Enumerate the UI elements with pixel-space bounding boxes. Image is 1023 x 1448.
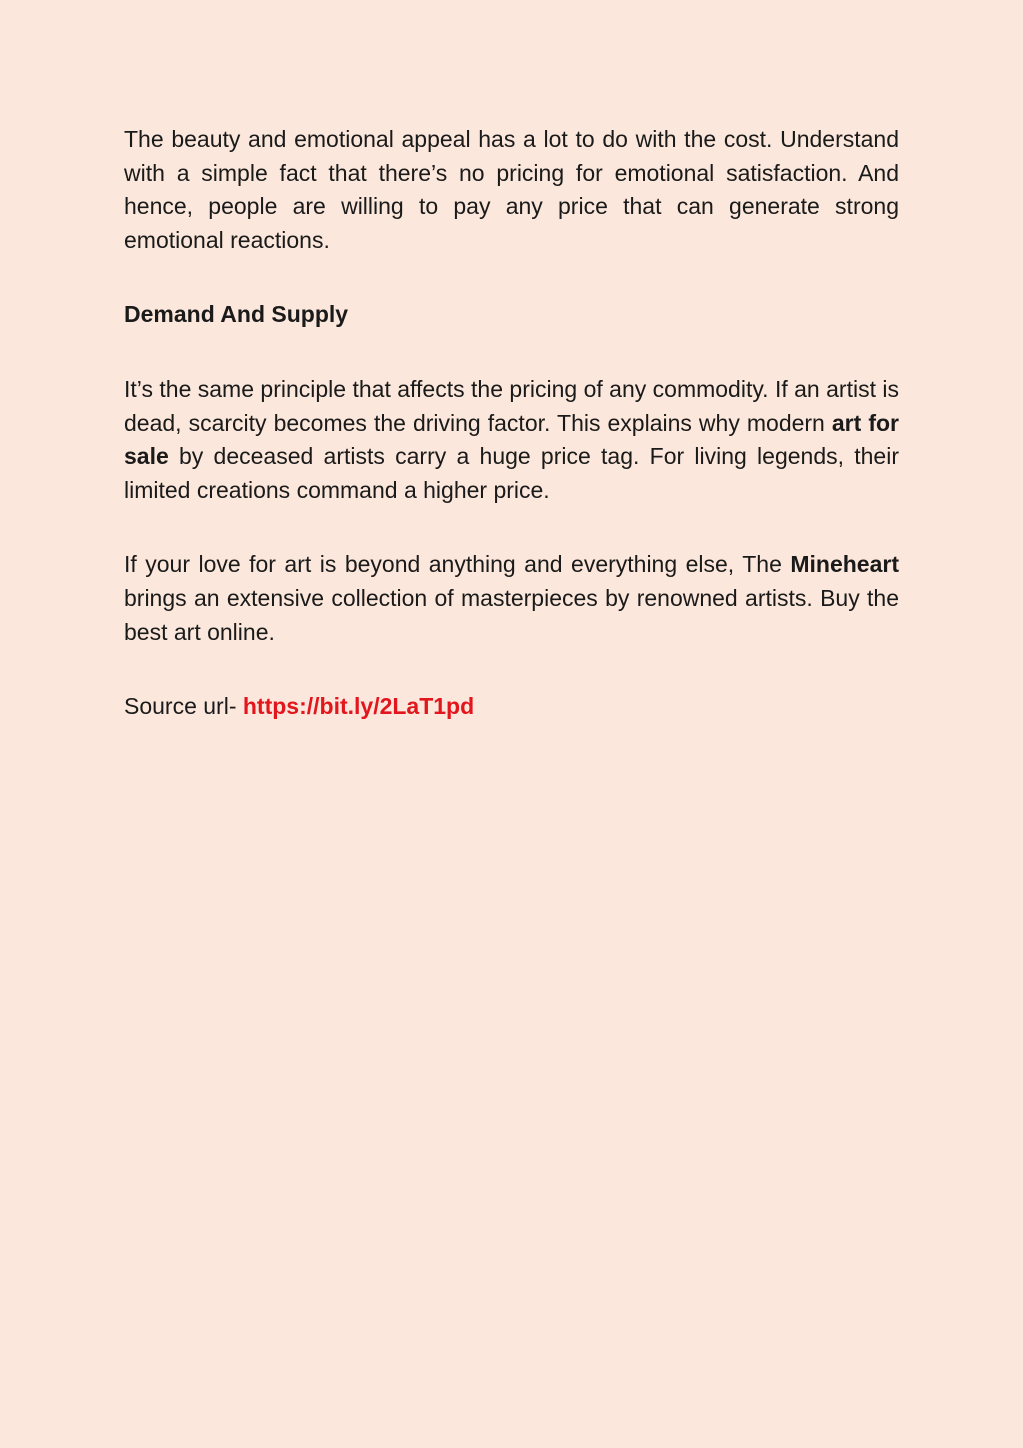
paragraph-demand-supply (124, 373, 899, 507)
paragraph-text: by deceased artists carry a huge price tag. For living legends, their limited creations command a higher price. (124, 443, 899, 503)
source-label: Source url- (124, 693, 243, 720)
document-body (124, 123, 899, 724)
source-url-link[interactable]: https://bit.ly/2LaT1pd (242, 693, 475, 720)
mineheart-bold: Mineheart (790, 551, 899, 578)
source-line (124, 690, 899, 724)
paragraph-emotional-appeal: The beauty and emotional appeal has a lot to do with the cost. Understand with a simple fact that there’s no pricing for emotional satisfaction. And hence, people are willing to pay any price that can generate strong emotional reactions. (124, 126, 899, 253)
paragraph-text: If your love for art is beyond anything and everything else, The (124, 551, 791, 578)
paragraph-text: brings an extensive collection of masterpieces by renowned artists. Buy the best art online. (124, 584, 899, 645)
paragraph-text: It’s the same principle that affects the pricing of any commodity. If an artist is dead, scarcity becomes the driving factor. This explains why modern (124, 375, 899, 436)
section-heading: Demand And Supply (124, 301, 349, 328)
paragraph-mineheart (124, 548, 899, 649)
art-for-sale-bold: art for sale (124, 409, 899, 470)
